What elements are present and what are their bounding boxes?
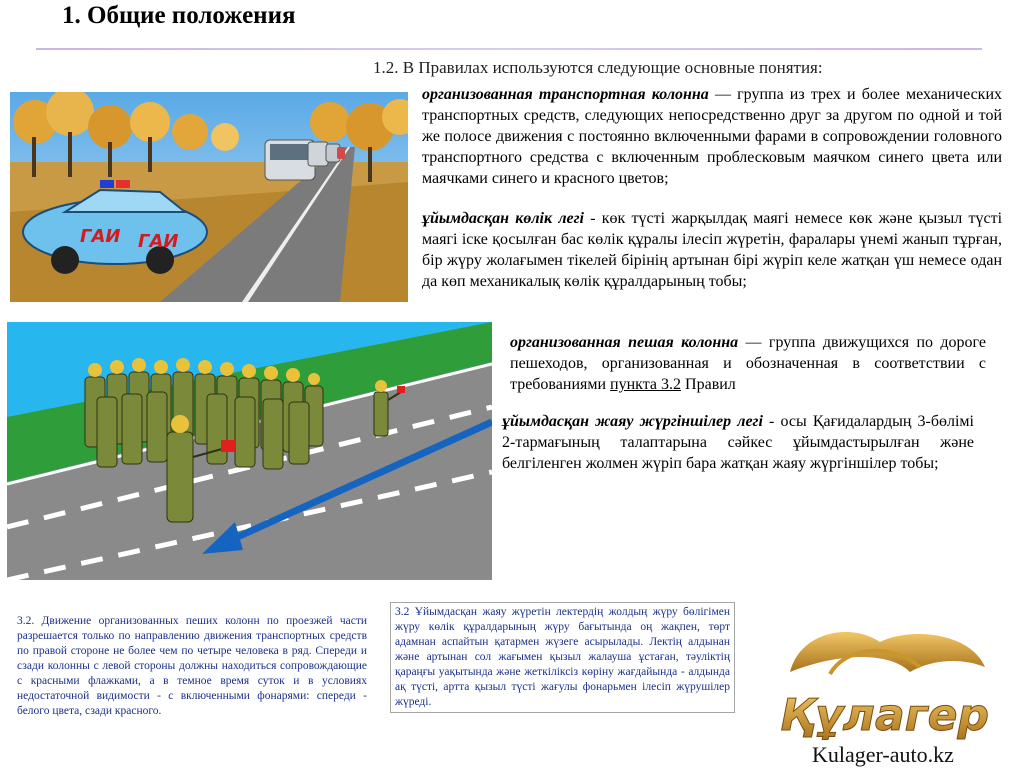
term-definition: — группа движущихся по дороге пешеходов, организованная и обозначенная в соответствии с требованиями — [510, 334, 986, 393]
convoy-scene-svg — [10, 92, 408, 302]
term-transport-column-kz — [422, 208, 1002, 292]
police-car-label-2: ГАИ — [138, 231, 179, 252]
term-title: ұйымдасқан жаяу жүргіншілер легі — [502, 413, 763, 430]
term-title: организованная пешая колонна — [510, 334, 739, 351]
term-pedestrian-column-ru — [510, 332, 986, 395]
police-car-label-1: ГАИ — [80, 226, 121, 247]
pedestrian-scene-svg — [7, 322, 492, 580]
term-definition: - көк түсті жарқылдақ маягі немесе көк және қызыл түсті маягі іске қосылған бас көлік құралы ілесіп жүретін, фаралары үнемі жанып тұрған, бір жүру жолағымен тікелей бірінің артынан бірі жүріп келе жатқан үш немесе одан да көп механикалық көлік құралдарының тобы; — [422, 210, 1003, 290]
term-definition: — группа из трех и более механических транспортных средств, следующих непосредственно друг за другом по одной и той же полосе движения с постоянно включенными фарами в сопровождении головного транспортного средства с включенным проблесковым маячком синего цвета или маячками синего и красного цветов; — [422, 86, 1003, 187]
convoy-illustration — [10, 92, 408, 302]
site-url[interactable]: Kulager-auto.kz — [812, 742, 954, 767]
rule-note-ru: 3.2. Движение организованных пеших колонн по проезжей части разрешается только по направлению движения транспортных средств по правой стороне не более чем по четыре человека в ряд. Спереди и сзади колонны с левой стороны должны находиться сопровождающие с красными флажками, а в темное время суток и в условиях недостаточной видимости - с включенными фонарями: спереди - белого цвета, сзади красного. — [17, 615, 367, 717]
term-pedestrian-column-kz — [502, 411, 974, 474]
logo-text: Құлагер — [780, 690, 990, 741]
rule-link[interactable]: пункта 3.2 — [610, 376, 682, 393]
section-subheading: 1.2. В Правилах используются следующие основные понятия: — [373, 58, 823, 77]
term-transport-column-ru — [422, 84, 1002, 189]
kulager-logo-svg — [770, 612, 1000, 762]
pedestrian-column-illustration — [7, 322, 492, 580]
term-title: организованная транспортная колонна — [422, 86, 709, 103]
title-divider — [36, 48, 982, 50]
kulager-logo — [770, 612, 1000, 762]
term-tail: Правил — [681, 376, 736, 393]
rule-note-kz: 3.2 Ұйымдасқан жаяу жүретін лектердің жолдың жүру бөлігімен жүру көлік құралдарының жүру бағытында оң жақпен, төрт адамнан аспайтын қатармен жүзеге асырылады. Лектің алдынан және артынан сол жағымен қызыл жалауша ұстаған, тәуліктің қараңғы уақытында және жеткіліксіз көріну жағдайында - алдында ақ түсті, артта қызыл түсті жағулы фонарьмен ілесіп жүрушілер жүреді. — [390, 602, 735, 713]
term-definition: - осы Қағидалардың 3-бөлімі 2-тармағының талаптарына сәйкес ұйымдастырылған және белгіленген жолмен жүріп бара жатқан жаяу жүргіншілер тобы; — [502, 413, 974, 472]
page-title: 1. Общие положения — [62, 2, 296, 29]
term-title: ұйымдасқан көлік легі — [422, 210, 584, 227]
